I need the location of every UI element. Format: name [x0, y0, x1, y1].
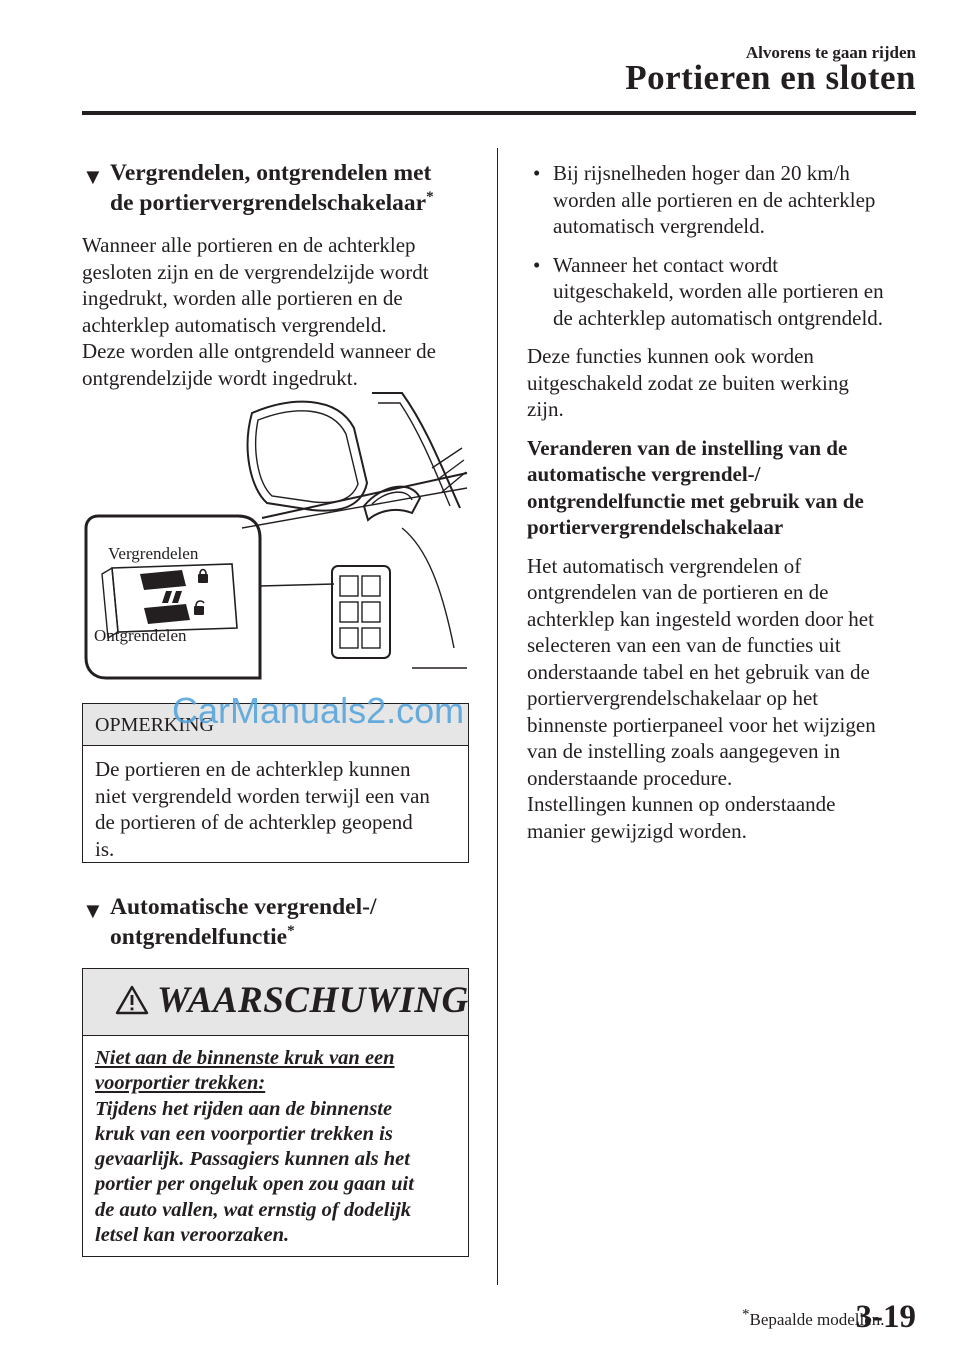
heading-line-2: de portiervergrendelschakelaar	[110, 190, 427, 216]
paragraph-line: portiervergrendelschakelaar op het	[527, 686, 819, 710]
paragraph-line: uitgeschakeld zodat ze buiten werking	[527, 370, 849, 395]
subheading	[527, 435, 922, 541]
warning-heading	[83, 969, 468, 1036]
triangle-down-icon: ▼	[82, 164, 104, 189]
door-switch-figure	[82, 388, 472, 680]
paragraph-line: achterklep automatisch vergrendeld.	[82, 312, 387, 337]
paragraph-line: Deze functies kunnen ook worden	[527, 344, 814, 368]
subheading-line: ontgrendelfunctie met gebruik van de	[527, 488, 864, 513]
note-heading: OPMERKING	[83, 704, 468, 746]
heading-line-2: ontgrendelfunctie	[110, 924, 288, 950]
paragraph-line: zijn.	[527, 397, 564, 421]
warning-line: gevaarlijk. Passagiers kunnen als het	[95, 1148, 410, 1171]
subheading-line: portiervergrendelschakelaar	[527, 515, 784, 539]
subheading-line: Veranderen van de instelling van de	[527, 435, 848, 460]
warning-line: Tijdens het rijden aan de binnenste	[95, 1097, 393, 1120]
warning-line: portier per ongeluk open zou gaan uit	[95, 1173, 414, 1196]
paragraph-line: onderstaande procedure.	[527, 765, 733, 790]
paragraph-line: ontgrendelzijde wordt ingedrukt.	[82, 365, 358, 390]
bullet-line: Wanneer het contact wordt	[553, 252, 779, 277]
warning-line: de auto vallen, wat ernstig of dodelijk	[95, 1198, 412, 1221]
warning-line: letsel kan veroorzaken.	[95, 1224, 290, 1247]
bullet-dot-icon: •	[533, 161, 541, 185]
header-subtitle: Alvorens te gaan rijden	[745, 43, 916, 62]
warning-title: WAARSCHUWING	[157, 980, 469, 1021]
section-auto-lock	[82, 892, 472, 952]
paragraph-line: van de instelling zoals aangegeven in	[527, 739, 841, 763]
section-heading	[82, 892, 472, 952]
asterisk-marker: *	[426, 189, 434, 206]
footer-note-text: Bepaalde modellen.	[749, 1310, 885, 1329]
header-rule	[82, 111, 916, 115]
paragraph-line: ontgrendelen van de portieren en de	[527, 580, 829, 604]
note-text	[83, 746, 468, 862]
paragraph-line: Instellingen kunnen op onderstaande	[527, 792, 836, 816]
bullet-dot-icon: •	[533, 252, 541, 277]
warning-text	[83, 1036, 468, 1248]
bullet-item	[527, 160, 922, 240]
bullet-line: automatisch vergrendeld.	[553, 214, 765, 238]
paragraph-disable	[527, 343, 922, 423]
header-title: Portieren en sloten	[625, 58, 916, 97]
bullet-line: de achterklep automatisch ontgrendeld.	[553, 305, 884, 330]
triangle-down-icon: ▼	[82, 898, 104, 923]
label-lock: Vergrendelen	[108, 544, 199, 563]
paragraph-settings	[527, 553, 922, 845]
warning-underlined-line: Niet aan de binnenste kruk van een	[95, 1047, 395, 1069]
warning-line: kruk van een voorportier trekken is	[95, 1122, 393, 1145]
asterisk-marker: *	[287, 923, 295, 940]
paragraph-line: manier gewijzigd worden.	[527, 818, 747, 843]
bullet-item	[527, 252, 922, 332]
section-paragraph	[82, 232, 472, 391]
section-lock-switch	[82, 158, 472, 391]
column-divider	[497, 148, 498, 1285]
right-column	[527, 160, 922, 844]
paragraph-line: achterklep kan ingesteld worden door het	[527, 606, 874, 631]
section-heading	[82, 158, 472, 218]
paragraph-line: Het automatisch vergrendelen of	[527, 553, 802, 578]
bullet-line: worden alle portieren en de achterklep	[553, 187, 876, 212]
warning-box	[82, 968, 469, 1257]
heading-line-1: Vergrendelen, ontgrendelen met	[110, 160, 432, 186]
heading-line-1: Automatische vergrendel-/	[110, 894, 377, 920]
subheading-line: automatische vergrendel-/	[527, 462, 761, 486]
warning-triangle-icon	[115, 985, 149, 1015]
page-number: 3-19	[855, 1299, 916, 1335]
note-line: is.	[95, 836, 115, 861]
label-unlock: Ontgrendelen	[94, 626, 187, 645]
paragraph-line: onderstaande tabel en het gebruik van de	[527, 659, 870, 684]
asterisk-marker: *	[742, 1306, 750, 1323]
paragraph-line: Wanneer alle portieren en de achterklep	[82, 233, 416, 257]
paragraph-line: ingedrukt, worden alle portieren en de	[82, 286, 403, 310]
paragraph-line: binnenste portierpaneel voor het wijzigen	[527, 712, 876, 737]
paragraph-line: selecteren van een van de functies uit	[527, 633, 841, 657]
note-line: niet vergrendeld worden terwijl een van	[95, 783, 430, 808]
watermark: CarManuals2.com	[172, 690, 465, 731]
warning-underlined-line: voorportier trekken:	[95, 1072, 266, 1095]
bullet-line: Bij rijsnelheden hoger dan 20 km/h	[553, 161, 850, 185]
note-line: de portieren of de achterklep geopend	[95, 810, 413, 834]
paragraph-line: gesloten zijn en de vergrendelzijde wordt	[82, 259, 429, 284]
note-line: De portieren en de achterklep kunnen	[95, 757, 411, 781]
bullet-line: uitgeschakeld, worden alle portieren en	[553, 279, 884, 303]
paragraph-line: Deze worden alle ontgrendeld wanneer de	[82, 339, 436, 363]
